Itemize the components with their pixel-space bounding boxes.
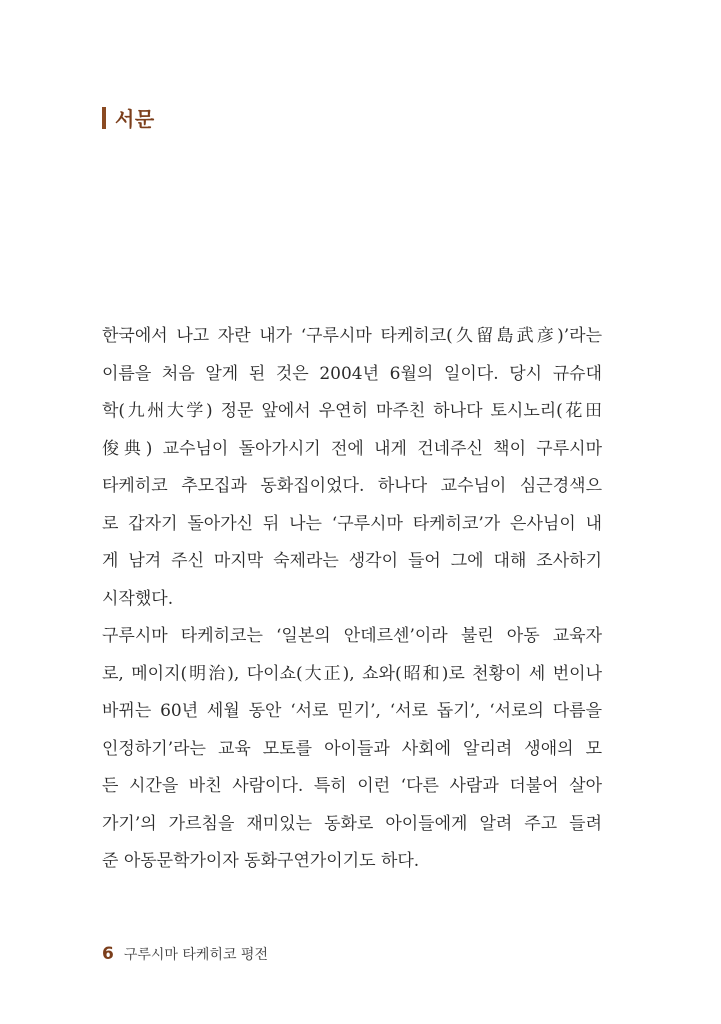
text-line: 준 아동문학가이자 동화구연가이기도 하다. — [102, 851, 420, 871]
text-line: 학(九州大学) 정문 앞에서 우연히 마주친 하나다 토시노리(花田 — [102, 401, 602, 421]
heading-accent-bar — [102, 107, 106, 129]
section-heading — [102, 103, 155, 132]
text-line: 타케히코 추모집과 동화집이었다. 하나다 교수님이 심근경색으 — [102, 476, 602, 496]
running-title: 구루시마 타케히코 평전 — [123, 947, 268, 963]
text-line: 인정하기’라는 교육 모토를 아이들과 사회에 알리려 생애의 모 — [102, 738, 602, 759]
text-line: 로, 메이지(明治), 다이쇼(大正), 쇼와(昭和)로 천황이 세 번이나 — [102, 663, 602, 684]
page-footer — [102, 944, 268, 964]
text-line: 구루시마 타케히코는 ‘일본의 안데르센’이라 불린 아동 교육자 — [102, 626, 602, 646]
text-line: 俊典) 교수님이 돌아가시기 전에 내게 건네주신 책이 구루시마 — [102, 438, 602, 459]
section-title: 서문 — [115, 107, 155, 131]
text-line: 든 시간을 바친 사람이다. 특히 이런 ‘다른 사람과 더불어 살아 — [102, 776, 602, 796]
text-line: 로 갑자기 돌아가신 뒤 나는 ‘구루시마 타케히코’가 은사님이 내 — [102, 513, 602, 534]
text-line: 시작했다. — [102, 588, 174, 609]
text-line: 게 남겨 주신 마지막 숙제라는 생각이 들어 그에 대해 조사하기 — [102, 551, 602, 571]
body-text — [102, 318, 602, 881]
text-line: 가기’의 가르침을 재미있는 동화로 아이들에게 알려 주고 들려 — [102, 813, 602, 834]
text-line: 한국에서 나고 자란 내가 ‘구루시마 타케히코(久留島武彦)’라는 — [102, 326, 602, 346]
text-line: 이름을 처음 알게 된 것은 2004년 6월의 일이다. 당시 규슈대 — [102, 363, 602, 384]
text-line: 바뀌는 60년 세월 동안 ‘서로 믿기’, ‘서로 돕기’, ‘서로의 다름을 — [102, 701, 602, 721]
page-number: 6 — [102, 944, 114, 964]
